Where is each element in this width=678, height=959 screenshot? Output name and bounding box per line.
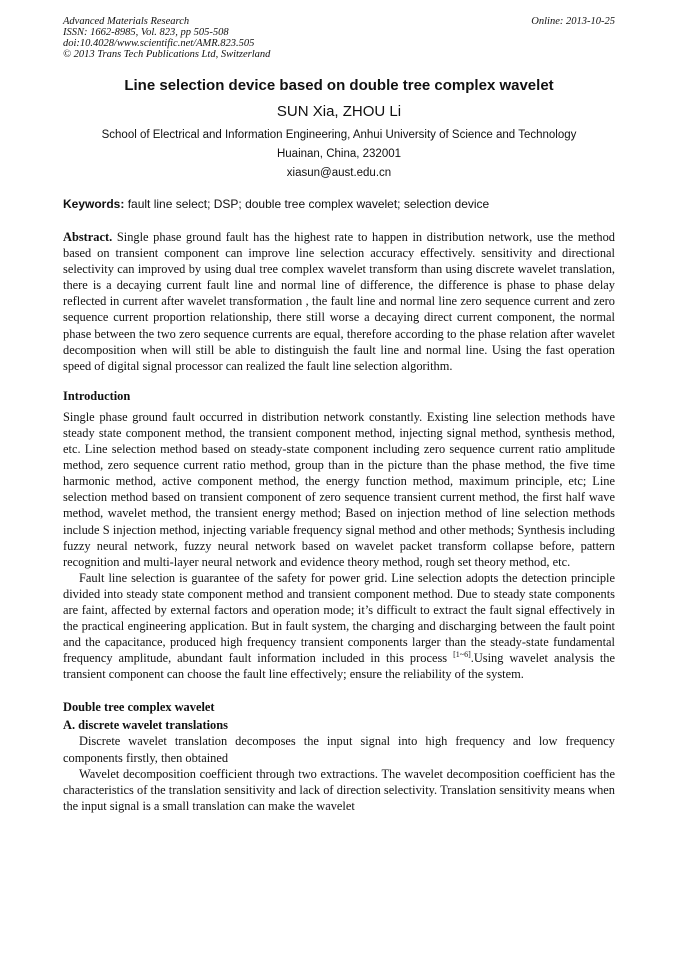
authors: SUN Xia, ZHOU Li (276, 103, 402, 120)
keywords-text: fault line select; DSP; double tree complex wavelet; selection device (124, 197, 490, 211)
abstract (63, 229, 615, 374)
affiliation-city: Huainan, China, 232001 (276, 148, 402, 160)
abstract-label: Abstract. (63, 230, 113, 244)
doi-line: doi:10.4028/www.scientific.net/AMR.823.505 (63, 38, 255, 49)
paper-page (63, 16, 615, 814)
abstract-text: Single phase ground fault has the highest rate to happen in distribution network, use the method based on transient component can improve line selection accuracy effectively. sensitivity and directional selectivity can improved by using dual tree complex wavelet transform than using discrete wavelet translation, there is a decaying current fault line and normal line of difference, the difference is phase to phase delay reflected in current after wavelet transformation , the fault line and normal line zero sequence current and zero sequence current proportion relationship, there still worse a decaying direct current component, the normal phase between the two zero sequence currents are equal, therefore according to the phase relation after wavelet decomposition when will still be able to distinguish the fault line and normal line. Using the fast operation speed of digital signal processor can realized the fault line selection algorithm. (63, 230, 615, 373)
keywords (63, 196, 615, 212)
dwt-paragraph-1: Discrete wavelet translation decomposes the input signal into high frequency and low frequency components firstly, then obtained (63, 734, 615, 765)
keywords-label: Keywords: (63, 197, 125, 211)
copyright-line: © 2013 Trans Tech Publications Ltd, Switzerland (63, 49, 271, 60)
dwt-paragraph-2: Wavelet decomposition coefficient through two extractions. The wavelet decomposition coefficient has the characteristics of the translation sensitivity and lack of direction selectivity. Translation sensitivity means when the input signal is a small translation can make the wavelet (63, 766, 615, 813)
introduction-paragraph-2 (63, 570, 615, 683)
introduction-p2-text-end: .Using wavelet analysis the transient component can choose the fault line effectively; ensure the reliability of the system. (63, 651, 615, 682)
section-heading-introduction: Introduction (63, 388, 131, 403)
affiliation (63, 126, 615, 183)
author-email: xiasun@aust.edu.cn (286, 167, 392, 179)
affiliation-school: School of Electrical and Information Engineering, Anhui University of Science and Technology (101, 129, 577, 141)
issn-line: ISSN: 1662-8985, Vol. 823, pp 505-508 (63, 27, 229, 38)
section-heading-double-tree: Double tree complex wavelet (63, 700, 215, 715)
introduction-paragraph-1: Single phase ground fault occurred in distribution network constantly. Existing line selection methods have steady state component method, the transient component method, injecting signal method, synthesis method, etc. Line selection method based on steady-state component including zero sequence current ratio amplitude method, zero sequence current ratio method, group than in the picture than the phase method, the five time harmonic method, active component method, the energy function method, maximum principle, etc; Line selection method based on transient component of zero sequence transient current method, the first half wave method, wavelet method, the transient energy method; Based on injection method of line selection methods include S injection method, injecting variable frequency signal method and other methods; Synthesis including fuzzy neural network, fuzzy neural network based on wavelet packet transform collapse before, pattern recognition and multi-layer neural network and evidence theory method, rough set theory method, etc. (63, 409, 615, 569)
journal-header (63, 16, 615, 60)
paper-title: Line selection device based on double tree complex wavelet (124, 77, 554, 94)
citation-ref: [1~6] (453, 650, 471, 660)
online-date: Online: 2013-10-25 (531, 16, 615, 27)
introduction-p2-text: Fault line selection is guarantee of the safety for power grid. Line selection adopts the detection principle divided into steady state component method and transient component method. Due to steady state components are faint, affected by external factors and operation mode; it’s difficult to extract the fault signal effectively in the practical engineering application. But in fault system, the charging and discharging between the fault point and the capacitance, produced high frequency transient components larger than the steady-state fundamental frequency amplitude, abundant fault information included in this process (63, 570, 615, 666)
journal-name: Advanced Materials Research (63, 16, 190, 27)
subsection-heading-dwt: A. discrete wavelet translations (63, 718, 228, 733)
